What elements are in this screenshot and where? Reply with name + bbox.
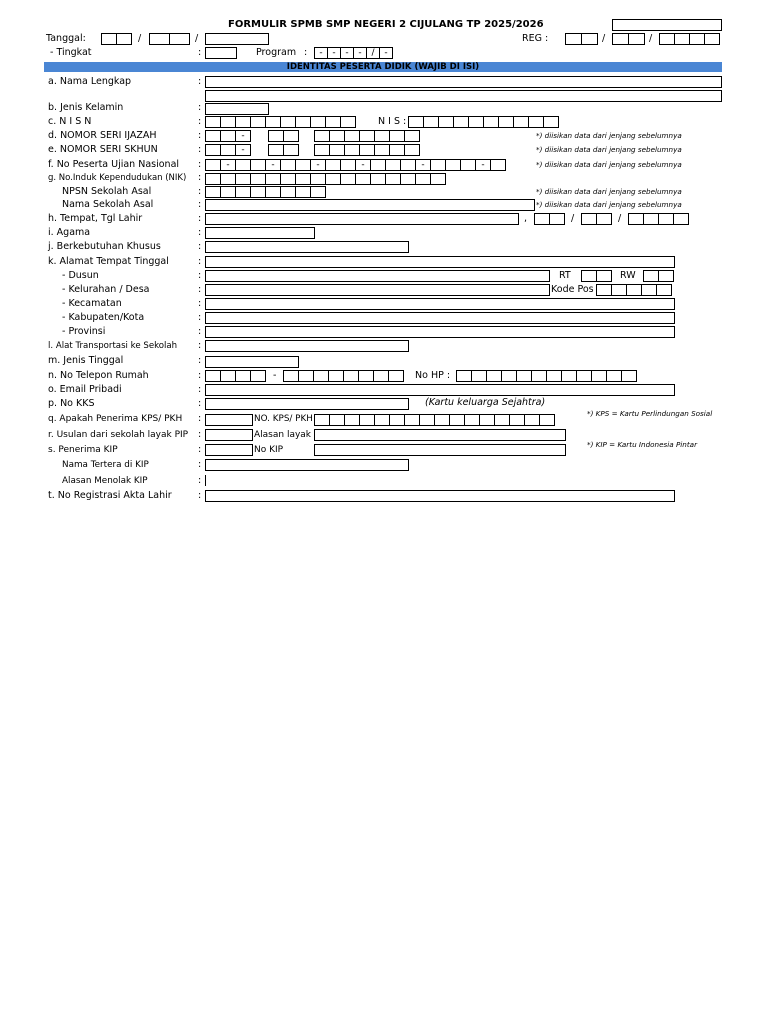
- tanggal-year-field[interactable]: [205, 33, 269, 45]
- colon: :: [198, 227, 202, 238]
- skhun-cells-1[interactable]: -: [205, 144, 250, 156]
- colon: :: [198, 159, 202, 170]
- date-separator: /: [571, 213, 575, 224]
- nik-cells[interactable]: [205, 173, 445, 185]
- alamat-label: k. Alamat Tempat Tinggal: [48, 256, 169, 267]
- rw-cells[interactable]: [643, 270, 673, 282]
- colon: :: [198, 355, 202, 366]
- colon: :: [198, 326, 202, 337]
- npsn-label: NPSN Sekolah Asal: [62, 186, 152, 197]
- kip-label: s. Penerima KIP: [48, 445, 118, 455]
- ijazah-label: d. NOMOR SERI IJAZAH: [48, 130, 157, 141]
- lahir-day-cells[interactable]: [534, 213, 564, 225]
- nama-sekolah-field[interactable]: [205, 199, 535, 211]
- kks-field[interactable]: [205, 398, 409, 410]
- kode-pos-label: Kode Pos: [551, 284, 594, 295]
- kip-note: *) KIP = Kartu Indonesia Pintar: [587, 440, 698, 449]
- kip-field[interactable]: [205, 444, 253, 456]
- telepon-label: n. No Telepon Rumah: [48, 370, 149, 381]
- nama-sekolah-label: Nama Sekolah Asal: [62, 199, 154, 210]
- reg-label: REG :: [522, 33, 549, 44]
- dusun-label: - Dusun: [62, 270, 99, 281]
- colon: :: [198, 102, 202, 113]
- kps-note: *) KPS = Kartu Perlindungan Sosial: [587, 409, 713, 418]
- reg-separator: /: [602, 33, 606, 44]
- program-cells[interactable]: - - - - / -: [314, 47, 392, 59]
- colon: :: [198, 298, 202, 309]
- colon: :: [198, 130, 202, 141]
- lahir-month-cells[interactable]: [581, 213, 611, 225]
- colon: :: [198, 413, 202, 424]
- lahir-year-cells[interactable]: [628, 213, 688, 225]
- telepon-dash: -: [273, 370, 277, 381]
- no-kps-label: NO. KPS/ PKH: [254, 414, 313, 424]
- alasan-menolak-label: Alasan Menolak KIP: [62, 476, 148, 486]
- kode-pos-cells[interactable]: [596, 284, 671, 296]
- kelurahan-label: - Kelurahan / Desa: [62, 284, 150, 295]
- nis-label: N I S :: [378, 116, 407, 127]
- colon: :: [198, 256, 202, 267]
- berkebutuhan-field[interactable]: [205, 241, 409, 253]
- kks-label: p. No KKS: [48, 398, 95, 409]
- alasan-menolak-field[interactable]: [205, 475, 206, 486]
- provinsi-label: - Provinsi: [62, 326, 106, 337]
- reg-cells-2[interactable]: [612, 33, 644, 45]
- no-hp-cells[interactable]: [456, 370, 636, 382]
- colon: :: [198, 384, 202, 395]
- jenis-kelamin-field[interactable]: [205, 103, 269, 115]
- jenjang-note: *) diisikan data dari jenjang sebelumnya: [536, 145, 682, 154]
- alasan-layak-label: Alasan layak: [254, 430, 312, 440]
- akta-label: t. No Registrasi Akta Lahir: [48, 490, 172, 501]
- nik-label: g. No.Induk Kependudukan (NIK): [48, 173, 187, 183]
- jenjang-note: *) diisikan data dari jenjang sebelumnya: [536, 200, 682, 209]
- colon: :: [198, 186, 202, 197]
- skhun-label: e. NOMOR SERI SKHUN: [48, 144, 158, 155]
- nama-field[interactable]: [205, 76, 722, 88]
- rt-label: RT: [559, 270, 571, 281]
- provinsi-field[interactable]: [205, 326, 675, 338]
- kps-field[interactable]: [205, 414, 253, 426]
- agama-field[interactable]: [205, 227, 315, 239]
- berkebutuhan-label: j. Berkebutuhan Khusus: [48, 241, 161, 252]
- colon: :: [198, 475, 202, 486]
- nisn-cells[interactable]: [205, 116, 355, 128]
- reg-cells-1[interactable]: [565, 33, 597, 45]
- ijazah-cells-2[interactable]: [268, 130, 298, 142]
- agama-label: i. Agama: [48, 227, 91, 238]
- colon: :: [198, 312, 202, 323]
- kps-label: q. Apakah Penerima KPS/ PKH: [48, 414, 183, 424]
- nama-kip-label: Nama Tertera di KIP: [62, 460, 149, 470]
- npsn-cells[interactable]: [205, 186, 325, 198]
- email-label: o. Email Pribadi: [48, 384, 122, 395]
- jenis-kelamin-label: b. Jenis Kelamin: [48, 102, 124, 113]
- colon: :: [198, 144, 202, 155]
- pip-field[interactable]: [205, 429, 253, 441]
- colon: :: [198, 47, 202, 58]
- tanggal-month-cells[interactable]: [149, 33, 189, 45]
- jenis-tinggal-label: m. Jenis Tinggal: [48, 355, 124, 366]
- tingkat-label: - Tingkat: [50, 47, 92, 58]
- tempat-lahir-field[interactable]: [205, 213, 519, 225]
- transportasi-field[interactable]: [205, 340, 409, 352]
- tanggal-day-cells[interactable]: [101, 33, 131, 45]
- ujian-nasional-label: f. No Peserta Ujian Nasional: [48, 159, 180, 170]
- nama-field-line2[interactable]: [205, 90, 722, 102]
- corner-box[interactable]: [612, 19, 722, 31]
- dusun-field[interactable]: [205, 270, 550, 282]
- kks-note: (Kartu keluarga Sejahtra): [425, 397, 546, 408]
- email-field[interactable]: [205, 384, 675, 396]
- form-title: FORMULIR SPMB SMP NEGERI 2 CIJULANG TP 2025/2026: [228, 19, 544, 30]
- ijazah-cells-3[interactable]: [314, 130, 419, 142]
- date-separator: /: [195, 33, 199, 44]
- no-kip-field[interactable]: [314, 444, 566, 456]
- colon: :: [198, 270, 202, 281]
- ijazah-cells-1[interactable]: -: [205, 130, 250, 142]
- jenjang-note: *) diisikan data dari jenjang sebelumnya: [536, 160, 682, 169]
- colon: :: [198, 370, 202, 381]
- colon: :: [198, 398, 202, 409]
- skhun-cells-3[interactable]: [314, 144, 419, 156]
- jenis-tinggal-field[interactable]: [205, 356, 299, 368]
- alamat-field[interactable]: [205, 256, 675, 268]
- comma: ,: [524, 213, 528, 224]
- telepon-area-cells[interactable]: [205, 370, 265, 382]
- ttl-label: h. Tempat, Tgl Lahir: [48, 213, 143, 224]
- kelurahan-field[interactable]: [205, 284, 550, 296]
- nisn-label: c. N I S N: [48, 116, 92, 127]
- no-hp-label: No HP :: [415, 370, 451, 381]
- kecamatan-field[interactable]: [205, 298, 675, 310]
- nama-kip-field[interactable]: [205, 459, 409, 471]
- colon: :: [198, 429, 202, 440]
- date-separator: /: [618, 213, 622, 224]
- reg-separator: /: [649, 33, 653, 44]
- nama-label: a. Nama Lengkap: [48, 76, 132, 87]
- akta-field[interactable]: [205, 490, 675, 502]
- tingkat-field[interactable]: [205, 47, 237, 59]
- jenjang-note: *) diisikan data dari jenjang sebelumnya: [536, 131, 682, 140]
- pip-label: r. Usulan dari sekolah layak PIP: [48, 430, 189, 440]
- program-label: Program: [256, 47, 297, 58]
- date-separator: /: [138, 33, 142, 44]
- reg-cells-3[interactable]: [659, 33, 719, 45]
- rw-label: RW: [620, 270, 636, 281]
- skhun-cells-2[interactable]: [268, 144, 298, 156]
- colon: :: [198, 459, 202, 470]
- colon: :: [198, 76, 202, 87]
- kecamatan-label: - Kecamatan: [62, 298, 122, 309]
- colon: :: [198, 340, 202, 351]
- section-banner: IDENTITAS PESERTA DIDIK (WAJIB DI ISI): [44, 62, 722, 72]
- ujian-nasional-cells[interactable]: - - - - - -: [205, 159, 505, 171]
- colon: :: [198, 199, 202, 210]
- colon: :: [198, 284, 202, 295]
- colon: :: [198, 116, 202, 127]
- nis-cells[interactable]: [408, 116, 558, 128]
- colon: :: [304, 47, 308, 58]
- rt-cells[interactable]: [581, 270, 611, 282]
- tanggal-label: Tanggal:: [46, 33, 86, 44]
- colon: :: [198, 241, 202, 252]
- jenjang-note: *) diisikan data dari jenjang sebelumnya: [536, 187, 682, 196]
- colon: :: [198, 213, 202, 224]
- colon: :: [198, 490, 202, 501]
- kabupaten-label: - Kabupaten/Kota: [62, 312, 145, 323]
- alasan-layak-field[interactable]: [314, 429, 566, 441]
- colon: :: [198, 444, 202, 455]
- kabupaten-field[interactable]: [205, 312, 675, 324]
- no-kip-label: No KIP: [254, 445, 284, 455]
- transportasi-label: l. Alat Transportasi ke Sekolah: [48, 341, 178, 351]
- colon: :: [198, 172, 202, 183]
- telepon-number-cells[interactable]: [283, 370, 403, 382]
- no-kps-cells[interactable]: [314, 414, 554, 426]
